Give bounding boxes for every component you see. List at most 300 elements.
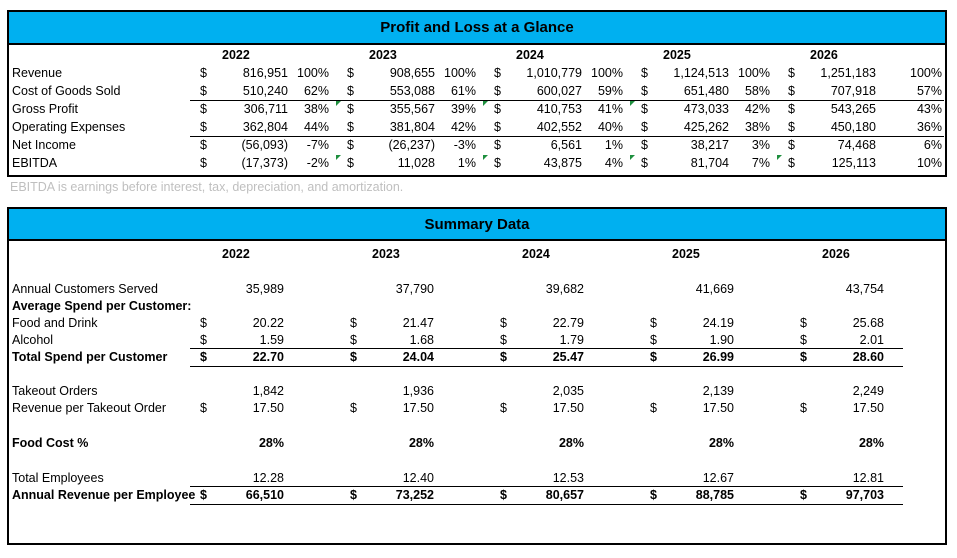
value-cell[interactable]: 355,567 xyxy=(389,102,435,116)
empty-cell xyxy=(442,332,490,349)
currency-symbol-cell[interactable]: $ xyxy=(650,401,657,415)
value-cell[interactable]: 1,251,183 xyxy=(820,66,876,80)
value-cell[interactable]: 6,561 xyxy=(550,138,582,152)
empty-cell xyxy=(742,435,790,452)
percent-cell[interactable]: 1% xyxy=(457,156,476,170)
currency-symbol-cell[interactable]: $ xyxy=(778,83,802,101)
currency-symbol-cell[interactable]: $ xyxy=(631,155,655,173)
currency-symbol-cell[interactable]: $ xyxy=(350,401,357,415)
year-header-2025[interactable]: 2025 xyxy=(672,247,700,261)
empty-cell xyxy=(892,332,903,349)
currency-symbol-cell[interactable]: $ xyxy=(790,349,814,367)
empty-cell xyxy=(442,383,490,400)
currency-symbol-cell[interactable]: $ xyxy=(200,156,207,170)
value-cell[interactable]: 1.59 xyxy=(214,332,292,349)
summary-data-title: Summary Data xyxy=(424,215,530,233)
spacer-row xyxy=(9,417,945,435)
percent-cell[interactable]: 4% xyxy=(604,156,623,170)
currency-symbol-cell[interactable] xyxy=(790,435,814,452)
percent-cell[interactable]: 61% xyxy=(437,83,484,101)
profit-and-loss-title: Profit and Loss at a Glance xyxy=(380,19,574,36)
value-cell[interactable]: (56,093) xyxy=(241,138,288,152)
percent-cell[interactable]: 62% xyxy=(290,83,337,101)
table-right-margin xyxy=(903,470,944,487)
table-row xyxy=(9,435,945,452)
empty-cell xyxy=(892,315,903,332)
empty-cell xyxy=(292,281,340,298)
currency-symbol-cell[interactable]: $ xyxy=(788,138,795,152)
currency-symbol-cell[interactable] xyxy=(340,298,364,315)
currency-symbol-cell[interactable] xyxy=(340,470,364,487)
row-label[interactable]: Net Income xyxy=(12,138,76,152)
row-label[interactable]: Revenue per Takeout Order xyxy=(12,401,167,415)
currency-symbol-cell[interactable] xyxy=(490,435,514,452)
empty-cell xyxy=(442,298,490,315)
cell-error-flag-icon xyxy=(630,155,635,160)
year-header-2023[interactable]: 2023 xyxy=(369,48,397,62)
value-cell[interactable]: 816,951 xyxy=(242,66,288,80)
currency-symbol-cell[interactable]: $ xyxy=(190,349,214,367)
currency-symbol-cell[interactable]: $ xyxy=(340,487,364,505)
currency-symbol-cell[interactable] xyxy=(790,383,814,400)
currency-symbol-cell[interactable] xyxy=(490,281,514,298)
currency-symbol-cell[interactable]: $ xyxy=(641,66,648,80)
row-label[interactable]: Total Spend per Customer xyxy=(12,350,168,364)
percent-cell[interactable]: 43% xyxy=(916,102,942,116)
value-cell[interactable]: 2,035 xyxy=(552,384,584,398)
value-cell[interactable] xyxy=(814,298,892,315)
percent-cell[interactable]: 1% xyxy=(604,138,623,152)
empty-cell xyxy=(742,470,790,487)
table-row xyxy=(9,281,945,298)
row-label[interactable]: Revenue xyxy=(12,66,63,80)
value-cell[interactable]: 12.53 xyxy=(514,470,592,487)
empty-cell xyxy=(292,435,340,452)
empty-cell xyxy=(892,400,903,417)
currency-symbol-cell[interactable] xyxy=(190,470,214,487)
value-cell[interactable]: 1.68 xyxy=(364,332,442,349)
percent-cell[interactable]: 40% xyxy=(584,119,631,137)
spacer-row xyxy=(9,265,945,281)
empty-cell xyxy=(878,45,944,66)
percent-cell[interactable]: 36% xyxy=(878,119,944,137)
value-cell[interactable]: 38,217 xyxy=(690,138,729,152)
currency-symbol-cell[interactable]: $ xyxy=(200,138,207,152)
value-cell[interactable]: 22.79 xyxy=(552,316,584,330)
currency-symbol-cell[interactable]: $ xyxy=(631,83,655,101)
value-cell[interactable]: 73,252 xyxy=(364,487,442,505)
value-cell[interactable]: 28% xyxy=(858,436,884,450)
table-row xyxy=(9,298,945,315)
currency-symbol-cell[interactable]: $ xyxy=(500,401,507,415)
value-cell[interactable]: 97,703 xyxy=(814,487,892,505)
empty-cell xyxy=(442,281,490,298)
currency-symbol-cell[interactable] xyxy=(640,435,664,452)
spacer-row xyxy=(9,452,945,470)
currency-symbol-cell[interactable]: $ xyxy=(337,155,361,173)
currency-symbol-cell[interactable]: $ xyxy=(200,401,207,415)
currency-symbol-cell[interactable]: $ xyxy=(494,138,501,152)
value-cell[interactable]: 12.40 xyxy=(364,470,442,487)
value-cell[interactable]: 81,704 xyxy=(690,156,729,170)
currency-symbol-cell[interactable]: $ xyxy=(490,349,514,367)
value-cell[interactable]: 1.90 xyxy=(664,332,742,349)
value-cell[interactable]: 600,027 xyxy=(508,83,584,101)
value-cell[interactable]: 2,249 xyxy=(852,384,884,398)
percent-cell[interactable]: 100% xyxy=(591,66,623,80)
empty-cell xyxy=(742,315,790,332)
value-cell[interactable]: 410,753 xyxy=(536,102,582,116)
currency-symbol-cell[interactable]: $ xyxy=(340,332,364,349)
currency-symbol-cell[interactable]: $ xyxy=(640,487,664,505)
row-label[interactable]: EBITDA xyxy=(12,156,58,170)
row-label[interactable]: Total Employees xyxy=(12,471,104,485)
percent-cell[interactable]: -2% xyxy=(306,156,329,170)
value-cell[interactable]: 1,010,779 xyxy=(526,66,582,80)
value-cell[interactable]: 450,180 xyxy=(802,119,878,137)
currency-symbol-cell[interactable]: $ xyxy=(650,316,657,330)
value-cell[interactable]: 908,655 xyxy=(389,66,435,80)
year-header-row xyxy=(9,45,945,65)
currency-symbol-cell[interactable]: $ xyxy=(337,83,361,101)
currency-symbol-cell[interactable]: $ xyxy=(484,155,508,173)
value-cell[interactable]: 28% xyxy=(408,436,434,450)
corner-cell xyxy=(9,241,190,267)
empty-cell xyxy=(742,241,790,267)
currency-symbol-cell[interactable]: $ xyxy=(484,83,508,101)
currency-symbol-cell[interactable] xyxy=(640,281,664,298)
currency-symbol-cell[interactable]: $ xyxy=(190,487,214,505)
currency-symbol-cell[interactable]: $ xyxy=(778,119,802,137)
currency-symbol-cell[interactable]: $ xyxy=(641,138,648,152)
value-cell[interactable]: 17.50 xyxy=(702,401,734,415)
value-cell[interactable]: 17.50 xyxy=(852,401,884,415)
percent-cell[interactable]: 41% xyxy=(597,102,623,116)
currency-symbol-cell[interactable]: $ xyxy=(788,102,795,116)
empty-cell xyxy=(292,315,340,332)
row-label[interactable]: Gross Profit xyxy=(12,102,78,116)
empty-cell xyxy=(592,383,640,400)
currency-symbol-cell[interactable] xyxy=(190,298,214,315)
empty-cell xyxy=(292,400,340,417)
row-label[interactable]: Alcohol xyxy=(12,333,53,347)
value-cell[interactable]: 28.60 xyxy=(814,349,892,367)
value-cell[interactable]: 28% xyxy=(708,436,734,450)
currency-symbol-cell[interactable]: $ xyxy=(340,349,364,367)
ebitda-footnote: EBITDA is earnings before interest, tax, depreciation, and amortization. xyxy=(10,180,404,194)
empty-cell xyxy=(292,241,340,267)
currency-symbol-cell[interactable] xyxy=(190,435,214,452)
value-cell[interactable]: 1,842 xyxy=(252,384,284,398)
currency-symbol-cell[interactable]: $ xyxy=(790,487,814,505)
empty-cell xyxy=(290,45,337,66)
percent-cell[interactable]: 3% xyxy=(751,138,770,152)
empty-cell xyxy=(892,383,903,400)
currency-symbol-cell[interactable]: $ xyxy=(788,66,795,80)
currency-symbol-cell[interactable]: $ xyxy=(640,332,664,349)
value-cell[interactable]: 26.99 xyxy=(664,349,742,367)
value-cell[interactable]: 11,028 xyxy=(397,156,435,170)
table-row xyxy=(9,83,945,101)
empty-cell xyxy=(292,470,340,487)
empty-cell xyxy=(292,487,340,505)
value-cell[interactable]: 43,754 xyxy=(845,282,884,296)
currency-symbol-cell[interactable]: $ xyxy=(200,66,207,80)
percent-cell[interactable]: -7% xyxy=(306,138,329,152)
currency-symbol-cell[interactable]: $ xyxy=(200,102,207,116)
currency-symbol-cell[interactable] xyxy=(340,435,364,452)
empty-cell xyxy=(892,487,903,505)
profit-and-loss-title-bar xyxy=(9,12,945,45)
value-cell[interactable]: 402,552 xyxy=(508,119,584,137)
value-cell[interactable]: 306,711 xyxy=(243,102,288,116)
value-cell[interactable]: 24.04 xyxy=(364,349,442,367)
currency-symbol-cell[interactable]: $ xyxy=(337,101,361,119)
row-label[interactable]: Average Spend per Customer: xyxy=(12,299,192,313)
table-row xyxy=(9,400,945,417)
corner-cell xyxy=(9,45,190,66)
value-cell[interactable]: 66,510 xyxy=(214,487,292,505)
value-cell[interactable]: 425,262 xyxy=(655,119,731,137)
empty-cell xyxy=(742,349,790,367)
currency-symbol-cell[interactable]: $ xyxy=(484,101,508,119)
currency-symbol-cell[interactable] xyxy=(190,383,214,400)
currency-symbol-cell[interactable] xyxy=(790,281,814,298)
value-cell[interactable]: 473,033 xyxy=(683,102,729,116)
table-right-margin xyxy=(903,349,944,367)
value-cell[interactable]: 17.50 xyxy=(402,401,434,415)
currency-symbol-cell[interactable]: $ xyxy=(190,332,214,349)
value-cell[interactable]: 1,124,513 xyxy=(673,66,729,80)
row-label[interactable]: Food and Drink xyxy=(12,316,98,330)
year-header-2026[interactable]: 2026 xyxy=(810,48,838,62)
percent-cell[interactable]: 58% xyxy=(731,83,778,101)
cell-error-flag-icon xyxy=(336,101,341,106)
value-cell[interactable]: 707,918 xyxy=(802,83,878,101)
currency-symbol-cell[interactable]: $ xyxy=(800,401,807,415)
currency-symbol-cell[interactable] xyxy=(340,383,364,400)
percent-cell[interactable]: 57% xyxy=(878,83,944,101)
table-row xyxy=(9,383,945,400)
value-cell[interactable]: 74,468 xyxy=(837,138,876,152)
empty-cell xyxy=(484,45,508,66)
value-cell[interactable]: 1.79 xyxy=(514,332,592,349)
table-row xyxy=(9,101,945,119)
value-cell[interactable]: 21.47 xyxy=(402,316,434,330)
currency-symbol-cell[interactable] xyxy=(490,298,514,315)
empty-cell xyxy=(190,241,214,267)
value-cell[interactable]: 35,989 xyxy=(245,282,284,296)
cell-error-flag-icon xyxy=(483,101,488,106)
currency-symbol-cell[interactable]: $ xyxy=(490,487,514,505)
table-row xyxy=(9,332,945,349)
empty-cell xyxy=(442,315,490,332)
empty-cell xyxy=(742,332,790,349)
currency-symbol-cell[interactable] xyxy=(640,298,664,315)
value-cell[interactable]: 362,804 xyxy=(214,119,290,137)
cell-error-flag-icon xyxy=(483,155,488,160)
value-cell[interactable]: (26,237) xyxy=(388,138,435,152)
table-right-margin xyxy=(903,332,944,349)
currency-symbol-cell[interactable]: $ xyxy=(778,155,802,173)
percent-cell[interactable]: 38% xyxy=(731,119,778,137)
empty-cell xyxy=(292,383,340,400)
value-cell[interactable]: 125,113 xyxy=(831,156,876,170)
year-header-2023[interactable]: 2023 xyxy=(372,247,400,261)
table-row xyxy=(9,487,945,505)
currency-symbol-cell[interactable]: $ xyxy=(500,316,507,330)
value-cell[interactable]: 12.67 xyxy=(664,470,742,487)
currency-symbol-cell[interactable] xyxy=(490,383,514,400)
empty-cell xyxy=(592,470,640,487)
value-cell[interactable]: 381,804 xyxy=(361,119,437,137)
empty-cell xyxy=(442,487,490,505)
value-cell[interactable]: 80,657 xyxy=(514,487,592,505)
empty-cell xyxy=(892,298,903,315)
percent-cell[interactable]: -3% xyxy=(453,138,476,152)
empty-cell xyxy=(442,400,490,417)
value-cell[interactable]: 28% xyxy=(558,436,584,450)
percent-cell[interactable]: 42% xyxy=(437,119,484,137)
currency-symbol-cell[interactable] xyxy=(340,281,364,298)
year-header-2022[interactable]: 2022 xyxy=(222,48,250,62)
value-cell[interactable]: 543,265 xyxy=(830,102,876,116)
table-right-margin xyxy=(903,241,944,267)
value-cell[interactable]: 22.70 xyxy=(214,349,292,367)
empty-cell xyxy=(742,487,790,505)
year-header-2022[interactable]: 2022 xyxy=(222,247,250,261)
value-cell[interactable]: 12.81 xyxy=(814,470,892,487)
empty-cell xyxy=(442,470,490,487)
currency-symbol-cell[interactable] xyxy=(790,470,814,487)
profit-and-loss-panel xyxy=(7,10,947,177)
currency-symbol-cell[interactable] xyxy=(640,383,664,400)
value-cell[interactable]: 43,875 xyxy=(543,156,582,170)
value-cell[interactable]: 17.50 xyxy=(252,401,284,415)
empty-cell xyxy=(640,241,664,267)
currency-symbol-cell[interactable] xyxy=(790,298,814,315)
empty-cell xyxy=(592,400,640,417)
currency-symbol-cell[interactable]: $ xyxy=(347,66,354,80)
currency-symbol-cell[interactable]: $ xyxy=(484,119,508,137)
value-cell[interactable]: 24.19 xyxy=(702,316,734,330)
empty-cell xyxy=(892,241,903,267)
year-header-2025[interactable]: 2025 xyxy=(663,48,691,62)
currency-symbol-cell[interactable]: $ xyxy=(350,316,357,330)
percent-cell[interactable]: 6% xyxy=(923,138,942,152)
value-cell[interactable]: 25.47 xyxy=(514,349,592,367)
currency-symbol-cell[interactable]: $ xyxy=(790,332,814,349)
empty-cell xyxy=(592,241,640,267)
row-label[interactable]: Annual Customers Served xyxy=(12,282,158,296)
percent-cell[interactable]: 100% xyxy=(738,66,770,80)
currency-symbol-cell[interactable]: $ xyxy=(190,83,214,101)
table-right-margin xyxy=(903,315,944,332)
percent-cell[interactable]: 44% xyxy=(290,119,337,137)
empty-cell xyxy=(790,241,814,267)
row-label[interactable]: Takeout Orders xyxy=(12,384,98,398)
currency-symbol-cell[interactable]: $ xyxy=(631,119,655,137)
percent-cell[interactable]: 39% xyxy=(450,102,476,116)
currency-symbol-cell[interactable]: $ xyxy=(631,101,655,119)
value-cell[interactable] xyxy=(664,298,742,315)
value-cell[interactable]: 2,139 xyxy=(702,384,734,398)
currency-symbol-cell[interactable]: $ xyxy=(800,316,807,330)
table-right-margin xyxy=(903,383,944,400)
value-cell[interactable]: 39,682 xyxy=(545,282,584,296)
empty-cell xyxy=(892,349,903,367)
empty-cell xyxy=(490,241,514,267)
value-cell[interactable] xyxy=(214,298,292,315)
currency-symbol-cell[interactable] xyxy=(190,281,214,298)
percent-cell[interactable]: 42% xyxy=(744,102,770,116)
currency-symbol-cell[interactable] xyxy=(640,470,664,487)
row-label[interactable]: Food Cost % xyxy=(12,436,89,450)
percent-cell[interactable]: 100% xyxy=(444,66,476,80)
currency-symbol-cell[interactable]: $ xyxy=(490,332,514,349)
currency-symbol-cell[interactable]: $ xyxy=(190,119,214,137)
percent-cell[interactable]: 7% xyxy=(751,156,770,170)
value-cell[interactable]: 553,088 xyxy=(361,83,437,101)
value-cell[interactable]: 12.28 xyxy=(214,470,292,487)
currency-symbol-cell[interactable]: $ xyxy=(640,349,664,367)
empty-cell xyxy=(592,298,640,315)
table-row xyxy=(9,315,945,332)
value-cell[interactable]: 651,480 xyxy=(655,83,731,101)
empty-cell xyxy=(778,45,802,66)
percent-cell[interactable]: 100% xyxy=(910,66,942,80)
empty-cell xyxy=(442,241,490,267)
row-label[interactable]: Operating Expenses xyxy=(12,120,126,134)
year-header-2024[interactable]: 2024 xyxy=(522,247,550,261)
value-cell[interactable]: (17,373) xyxy=(241,156,288,170)
value-cell[interactable]: 25.68 xyxy=(852,316,884,330)
value-cell[interactable]: 88,785 xyxy=(664,487,742,505)
row-label[interactable]: Annual Revenue per Employee xyxy=(12,488,196,502)
currency-symbol-cell[interactable]: $ xyxy=(347,138,354,152)
year-header-2026[interactable]: 2026 xyxy=(822,247,850,261)
cell-error-flag-icon xyxy=(630,101,635,106)
row-label[interactable]: Cost of Goods Sold xyxy=(12,84,121,98)
value-cell[interactable]: 17.50 xyxy=(552,401,584,415)
currency-symbol-cell[interactable]: $ xyxy=(494,66,501,80)
percent-cell[interactable]: 38% xyxy=(303,102,329,116)
value-cell[interactable]: 20.22 xyxy=(252,316,284,330)
empty-cell xyxy=(592,349,640,367)
empty-cell xyxy=(442,349,490,367)
percent-cell[interactable]: 100% xyxy=(297,66,329,80)
value-cell[interactable]: 1,936 xyxy=(402,384,434,398)
value-cell[interactable]: 510,240 xyxy=(214,83,290,101)
value-cell[interactable]: 28% xyxy=(258,436,284,450)
value-cell[interactable] xyxy=(514,298,592,315)
empty-cell xyxy=(742,281,790,298)
value-cell[interactable]: 2.01 xyxy=(814,332,892,349)
percent-cell[interactable]: 10% xyxy=(916,156,942,170)
empty-cell xyxy=(437,45,484,66)
value-cell[interactable]: 41,669 xyxy=(695,282,734,296)
year-header-2024[interactable]: 2024 xyxy=(516,48,544,62)
currency-symbol-cell[interactable]: $ xyxy=(200,316,207,330)
value-cell[interactable]: 37,790 xyxy=(395,282,434,296)
value-cell[interactable] xyxy=(364,298,442,315)
empty-cell xyxy=(631,45,655,66)
percent-cell[interactable]: 59% xyxy=(584,83,631,101)
currency-symbol-cell[interactable]: $ xyxy=(337,119,361,137)
table-row xyxy=(9,137,945,155)
currency-symbol-cell[interactable] xyxy=(490,470,514,487)
cell-error-flag-icon xyxy=(336,155,341,160)
